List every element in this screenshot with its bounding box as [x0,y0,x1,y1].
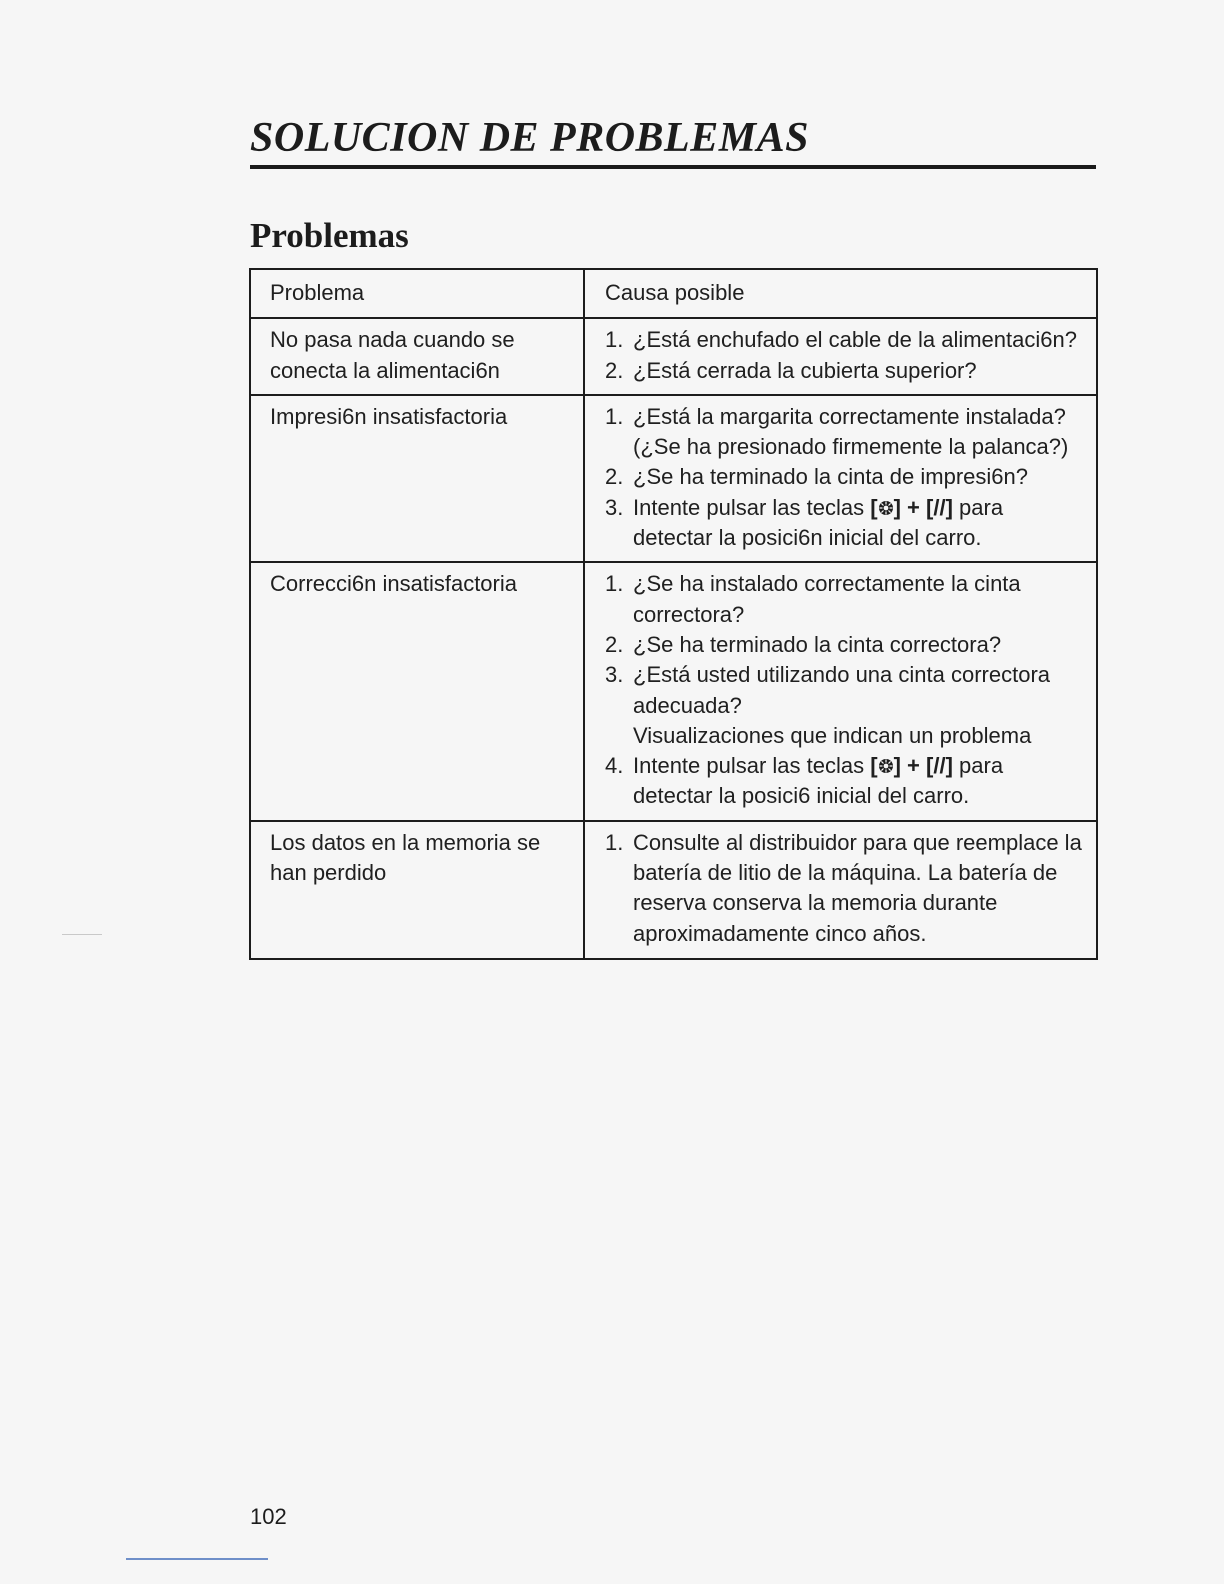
bottom-link-line [126,1558,268,1560]
gear-icon [878,500,894,516]
cause-item [605,569,1082,630]
page-number: 102 [250,1504,287,1529]
cause-item [605,402,1082,463]
margin-mark [62,934,102,935]
cause-text: Consulte al distribuidor para que reemplace la batería de litio de la máquina. La batería de reserva conserva la memoria durante aproximadamente cinco años. [633,829,1082,946]
page-title: SOLUCION DE PROBLEMAS [250,115,809,161]
problem-cell: No pasa nada cuando se conecta la alimentaci6n [250,318,584,395]
cause-text-pre: Intente pulsar las teclas [633,494,865,520]
cause-text: ¿Está usted utilizando una cinta correctora adecuada? [633,662,1051,718]
code-key [870,495,901,520]
cause-text: ¿Está enchufado el cable de la alimentaci6n? [633,327,1077,353]
table-header-row [250,269,1097,318]
slash-key: [//] [926,753,953,779]
cause-item [605,462,1082,492]
cause-item [605,660,1082,751]
plus-sign: + [907,753,920,779]
cause-text-post: para detectar la posici6 inicial del carro. [633,753,1004,809]
gear-icon [878,758,894,774]
problem-cell: Los datos en la memoria se han perdido [250,821,584,959]
key-bracket: ] [893,753,901,779]
key-bracket: ] [893,494,901,520]
cause-number: 1. [605,829,624,855]
cause-item [605,828,1082,949]
cause-item [605,325,1082,355]
plus-sign: + [907,494,920,520]
table-row [250,821,1097,959]
cause-text: ¿Se ha instalado correctamente la cinta correctora? [633,571,1021,627]
key-bracket: [ [870,753,878,779]
cause-number: 1. [605,571,624,597]
cause-list [605,828,1082,949]
cause-list [605,325,1082,386]
cause-item [605,493,1082,554]
problem-cell: Impresi6n insatisfactoria [250,395,584,562]
cause-number: 2. [605,631,624,657]
table-row [250,562,1097,820]
table-row [250,395,1097,562]
problem-cell: Correcci6n insatisfactoria [250,562,584,820]
header-problem: Problema [250,269,584,318]
cause-list [605,402,1082,553]
cause-list [605,569,1082,811]
code-key [870,753,901,778]
cause-text: ¿Se ha terminado la cinta de impresi6n? [633,464,1028,490]
cause-text: ¿Está la margarita correctamente instalada? (¿Se ha presionado firmemente la palanca?) [633,403,1069,460]
section-heading: Problemas [250,216,409,255]
cause-number: 4. [605,753,624,779]
cause-text: ¿Se ha terminado la cinta correctora? [633,631,1002,657]
table-row [250,318,1097,395]
cause-item [605,356,1082,386]
cause-note: Visualizaciones que indican un problema [633,722,1032,748]
title-rule [250,165,1096,169]
key-bracket: [ [870,494,878,520]
cause-number: 3. [605,494,624,520]
cause-cell [584,821,1097,959]
troubleshooting-table [249,268,1098,960]
cause-number: 1. [605,327,624,353]
cause-cell [584,395,1097,562]
cause-number: 2. [605,357,624,383]
cause-number: 1. [605,403,624,429]
cause-text: ¿Está cerrada la cubierta superior? [633,357,977,383]
cause-text-post: para detectar la posici6n inicial del carro. [633,494,1004,551]
cause-cell [584,562,1097,820]
cause-number: 3. [605,662,624,688]
cause-text-pre: Intente pulsar las teclas [633,753,865,779]
cause-item [605,751,1082,812]
slash-key: [//] [926,494,953,520]
cause-number: 2. [605,464,624,490]
header-cause: Causa posible [584,269,1097,318]
cause-item [605,630,1082,660]
cause-cell [584,318,1097,395]
